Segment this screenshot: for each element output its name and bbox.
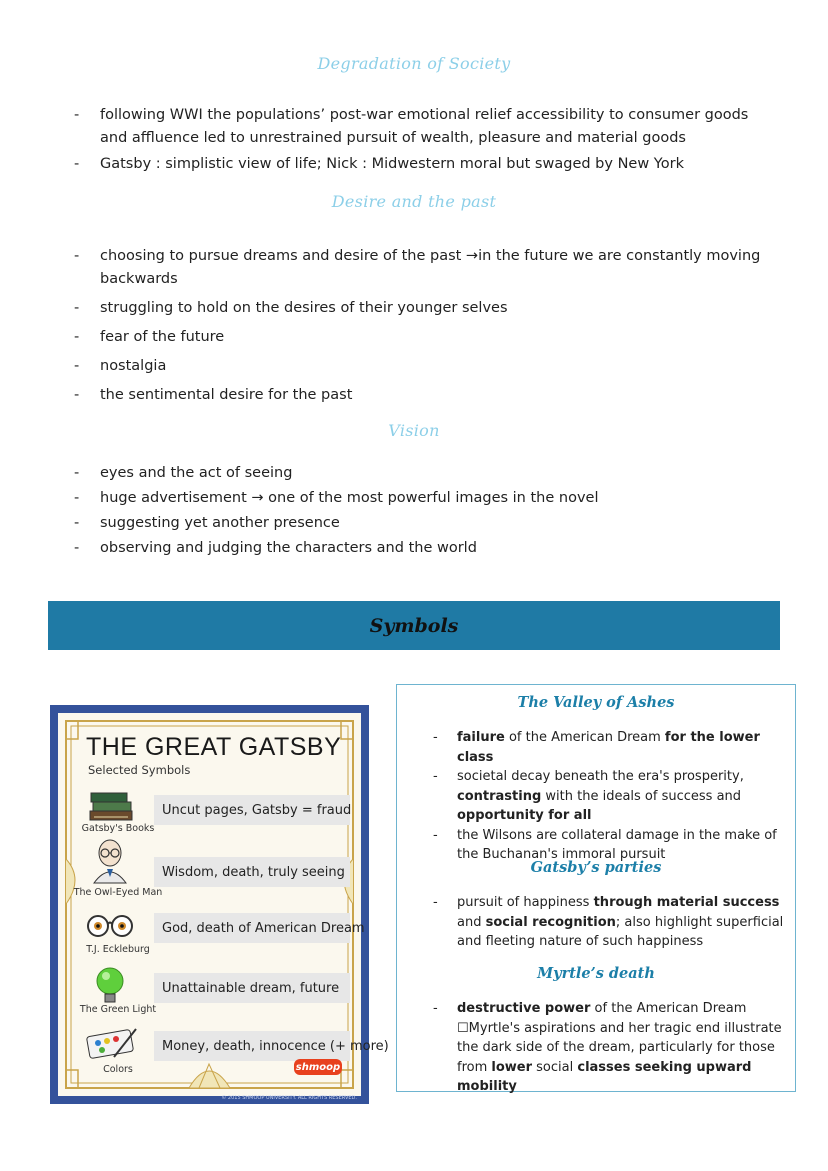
list-item: - choosing to pursue dreams and desire of the past →in the future we are constantly moving backwards xyxy=(74,245,774,291)
list-item: - fear of the future xyxy=(74,326,774,349)
symbol-meaning: Unattainable dream, future xyxy=(154,973,350,1003)
symbol-row xyxy=(58,907,365,965)
symbols-notes-box xyxy=(396,684,796,1092)
great-gatsby-poster xyxy=(50,705,389,1104)
parties-heading: Gatsby’s parties xyxy=(530,859,662,876)
symbol-row xyxy=(58,785,361,843)
myrtle-heading: Myrtle’s death xyxy=(537,965,655,982)
poster-copyright: © 2015 SHMOOP UNIVERSITY. ALL RIGHTS RESERVED. xyxy=(221,1095,357,1101)
vision-heading: Vision xyxy=(388,421,440,440)
myrtle-list xyxy=(433,999,789,1097)
owl-eyed-man-icon xyxy=(80,837,140,887)
list-item: - observing and judging the characters and the world xyxy=(74,537,774,560)
list-item: - the sentimental desire for the past xyxy=(74,384,774,407)
list-item: - the Wilsons are collateral damage in the make of the Buchanan's immoral pursuit xyxy=(433,826,789,865)
symbol-meaning: Money, death, innocence (+ more) xyxy=(154,1031,350,1061)
list-item: - societal decay beneath the era's prosperity, contrasting with the ideals of success and opportunity for all xyxy=(433,767,789,826)
symbol-meaning: Wisdom, death, truly seeing xyxy=(154,857,350,887)
list-item: - nostalgia xyxy=(74,355,774,378)
symbol-name: Gatsby's Books xyxy=(81,823,155,834)
desire-heading: Desire and the past xyxy=(331,192,497,211)
degradation-heading: Degradation of Society xyxy=(317,54,511,73)
symbol-meaning: Uncut pages, Gatsby = fraud xyxy=(154,795,350,825)
books-icon xyxy=(80,787,140,825)
symbol-meaning: God, death of American Dream xyxy=(154,913,350,943)
eyeglasses-icon xyxy=(80,909,140,947)
vision-list xyxy=(74,462,774,560)
list-item: - destructive power of the American Dream ☐Myrtle's aspirations and her tragic end illustrate the dark side of the dream, particularly for those from lower social classes seeking upward mobility xyxy=(433,999,789,1097)
list-item: - Gatsby : simplistic view of life; Nick : Midwestern moral but swaged by New York xyxy=(74,153,774,176)
shmoop-logo: shmoop xyxy=(294,1059,342,1075)
green-light-icon xyxy=(80,965,140,1005)
symbols-banner xyxy=(48,601,780,650)
list-item: - following WWI the populations’ post-war emotional relief accessibility to consumer goods and affluence led to unrestrained pursuit of wealth, pleasure and material goods xyxy=(74,104,774,150)
poster-panel xyxy=(58,713,389,1096)
symbol-name: Colors xyxy=(103,1064,133,1075)
valley-list xyxy=(433,728,789,865)
desire-list xyxy=(74,245,774,407)
symbol-name: The Green Light xyxy=(79,1004,157,1015)
parties-list xyxy=(433,893,789,952)
list-item: - suggesting yet another presence xyxy=(74,512,774,535)
list-item: - struggling to hold on the desires of their younger selves xyxy=(74,297,774,320)
poster-subtitle: Selected Symbols xyxy=(88,763,191,777)
list-item: - pursuit of happiness through material success and social recognition; also highlight superficial and fleeting nature of such happiness xyxy=(433,893,789,952)
symbol-row xyxy=(58,839,361,897)
symbol-name: T.J. Eckleburg xyxy=(86,944,150,955)
list-item: - eyes and the act of seeing xyxy=(74,462,774,485)
list-item: - huge advertisement → one of the most powerful images in the novel xyxy=(74,487,774,510)
degradation-list xyxy=(74,104,774,176)
symbols-title: Symbols xyxy=(369,614,459,637)
poster-title: THE GREAT GATSBY xyxy=(86,733,342,761)
paint-palette-icon xyxy=(80,1023,140,1063)
symbol-row xyxy=(58,963,361,1021)
list-item: - failure of the American Dream for the lower class xyxy=(433,728,789,767)
valley-heading: The Valley of Ashes xyxy=(517,694,675,711)
symbol-name: The Owl-Eyed Man xyxy=(73,887,163,898)
